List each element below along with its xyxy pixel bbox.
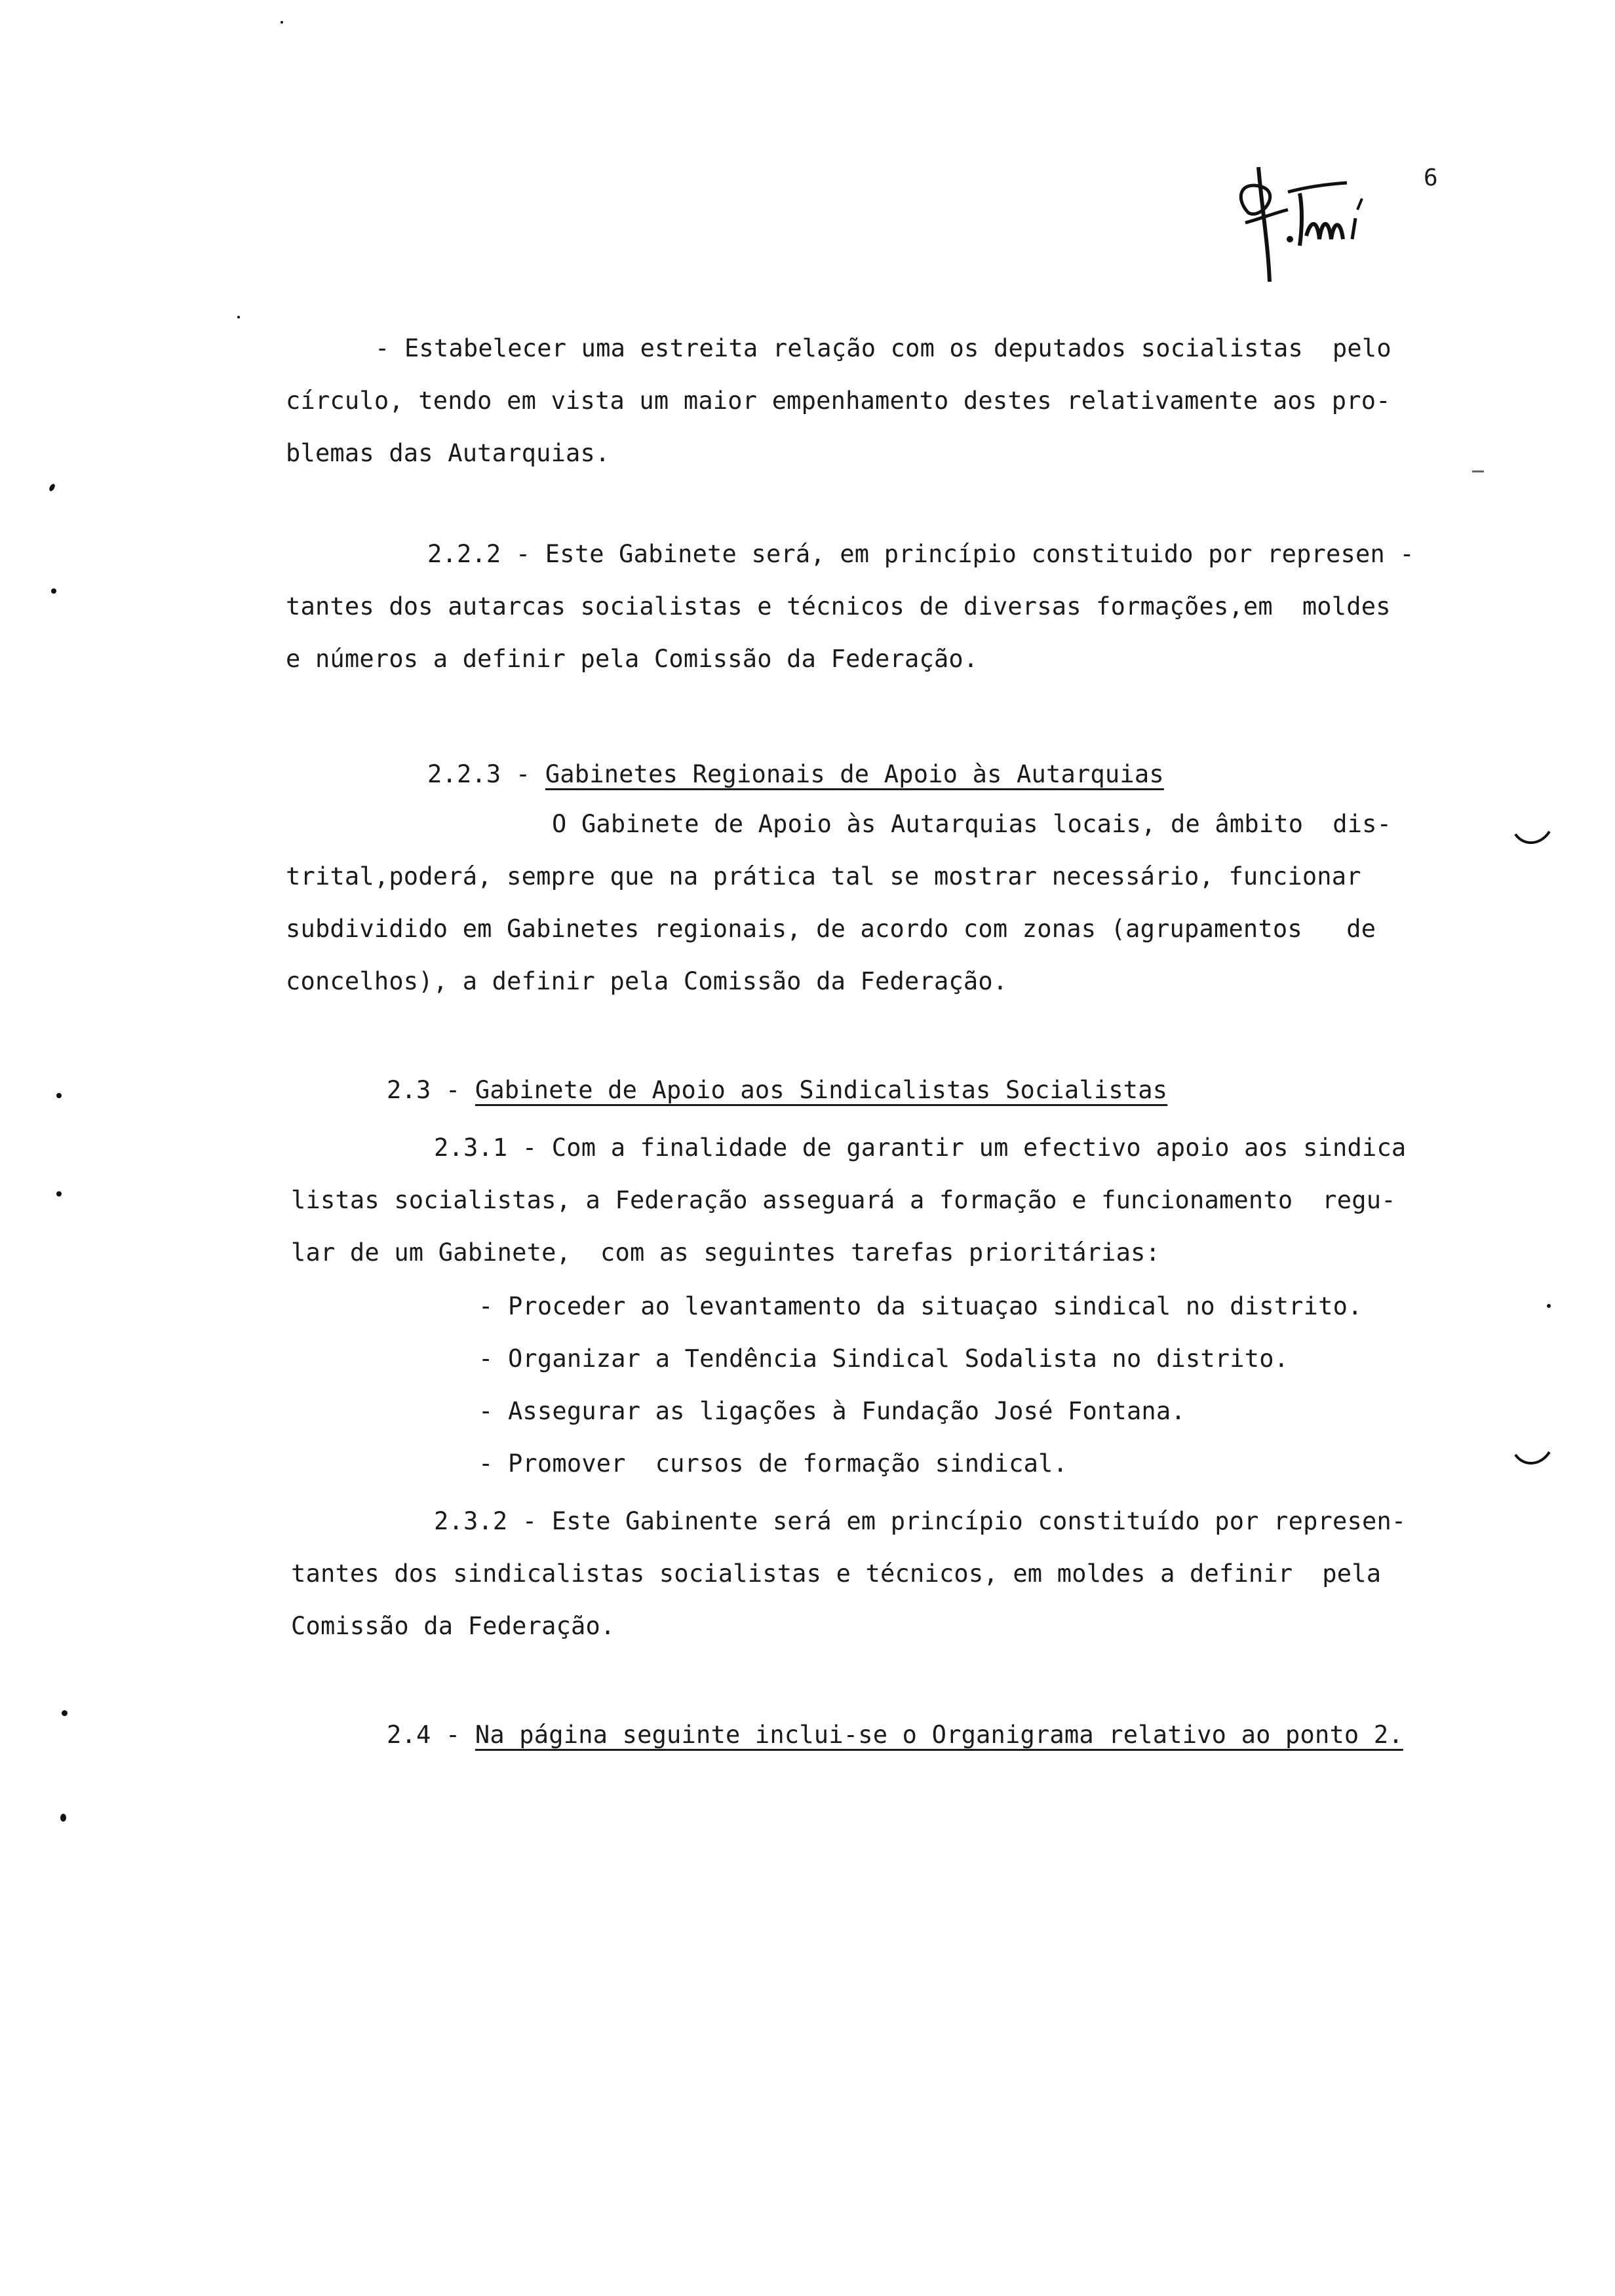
scan-dot [56, 1093, 62, 1098]
section-2-3-1-line: listas socialistas, a Federação asseguará a formação e funcionamento regu- [291, 1186, 1396, 1214]
scan-mark [1514, 829, 1551, 849]
scan-mark [1472, 470, 1484, 472]
section-2-3-1-line: 2.3.1 - Com a finalidade de garantir um efectivo apoio aos sindica [434, 1134, 1407, 1162]
section-2-3-heading [387, 1075, 1167, 1106]
scan-dot [1547, 1304, 1551, 1308]
task-item: - Proceder ao levantamento da situaçao sindical no distrito. [478, 1292, 1363, 1320]
scan-mark [1514, 1449, 1551, 1469]
section-2-4-line [387, 1719, 1403, 1751]
scan-dot [281, 21, 283, 24]
section-2-2-2-line: tantes dos autarcas socialistas e técnicos de diversas formações,em moldes [286, 592, 1391, 621]
section-number: 2.4 - [387, 1721, 475, 1749]
task-item: - Organizar a Tendência Sindical Sodalista no distrito. [478, 1345, 1289, 1373]
scan-dot [62, 1710, 68, 1716]
task-item: - Promover cursos de formação sindical. [478, 1449, 1068, 1478]
section-2-2-3-heading [427, 759, 1164, 790]
section-title: Gabinete de Apoio aos Sindicalistas Socialistas [475, 1076, 1168, 1104]
task-item: - Assegurar as ligações à Fundação José Fontana. [478, 1397, 1186, 1425]
section-text: Na página seguinte inclui-se o Organigrama relativo ao ponto 2. [475, 1721, 1403, 1749]
section-number: 2.3 - [387, 1076, 475, 1104]
section-2-3-2-line: tantes dos sindicalistas socialistas e técnicos, em moldes a definir pela [291, 1559, 1382, 1588]
body-line: - Estabelecer uma estreita relação com os deputados socialistas pelo [375, 334, 1391, 362]
section-2-2-3-line: O Gabinete de Apoio às Autarquias locais, de âmbito dis- [552, 810, 1392, 838]
scan-mark [48, 483, 56, 492]
section-2-2-3-line: trital,poderá, sempre que na prática tal se mostrar necessário, funcionar [286, 862, 1361, 890]
body-line: círculo, tendo em vista um maior empenhamento destes relativamente aos pro- [286, 387, 1391, 415]
section-title: Gabinetes Regionais de Apoio às Autarquias [545, 760, 1164, 788]
section-2-3-1-line: lar de um Gabinete, com as seguintes tarefas prioritárias: [291, 1238, 1161, 1267]
page-number: 6 [1424, 164, 1438, 191]
section-2-2-3-line: concelhos), a definir pela Comissão da Federação. [286, 967, 1008, 995]
scan-dot [56, 1191, 62, 1196]
scan-dot [51, 588, 56, 594]
handwritten-signature [1222, 141, 1396, 292]
section-2-3-2-line: Comissão da Federação. [291, 1612, 615, 1640]
scan-dot [60, 1814, 66, 1822]
body-line: blemas das Autarquias. [286, 439, 610, 467]
section-2-2-3-line: subdividido em Gabinetes regionais, de acordo com zonas (agrupamentos de [286, 915, 1376, 943]
section-2-2-2-line: e números a definir pela Comissão da Federação. [286, 645, 979, 673]
scan-dot [237, 316, 240, 318]
section-number: 2.2.3 - [427, 760, 545, 788]
section-2-2-2-line: 2.2.2 - Este Gabinete será, em princípio constituido por represen - [427, 540, 1414, 568]
section-2-3-2-line: 2.3.2 - Este Gabinente será em princípio constituído por represen- [434, 1507, 1407, 1535]
